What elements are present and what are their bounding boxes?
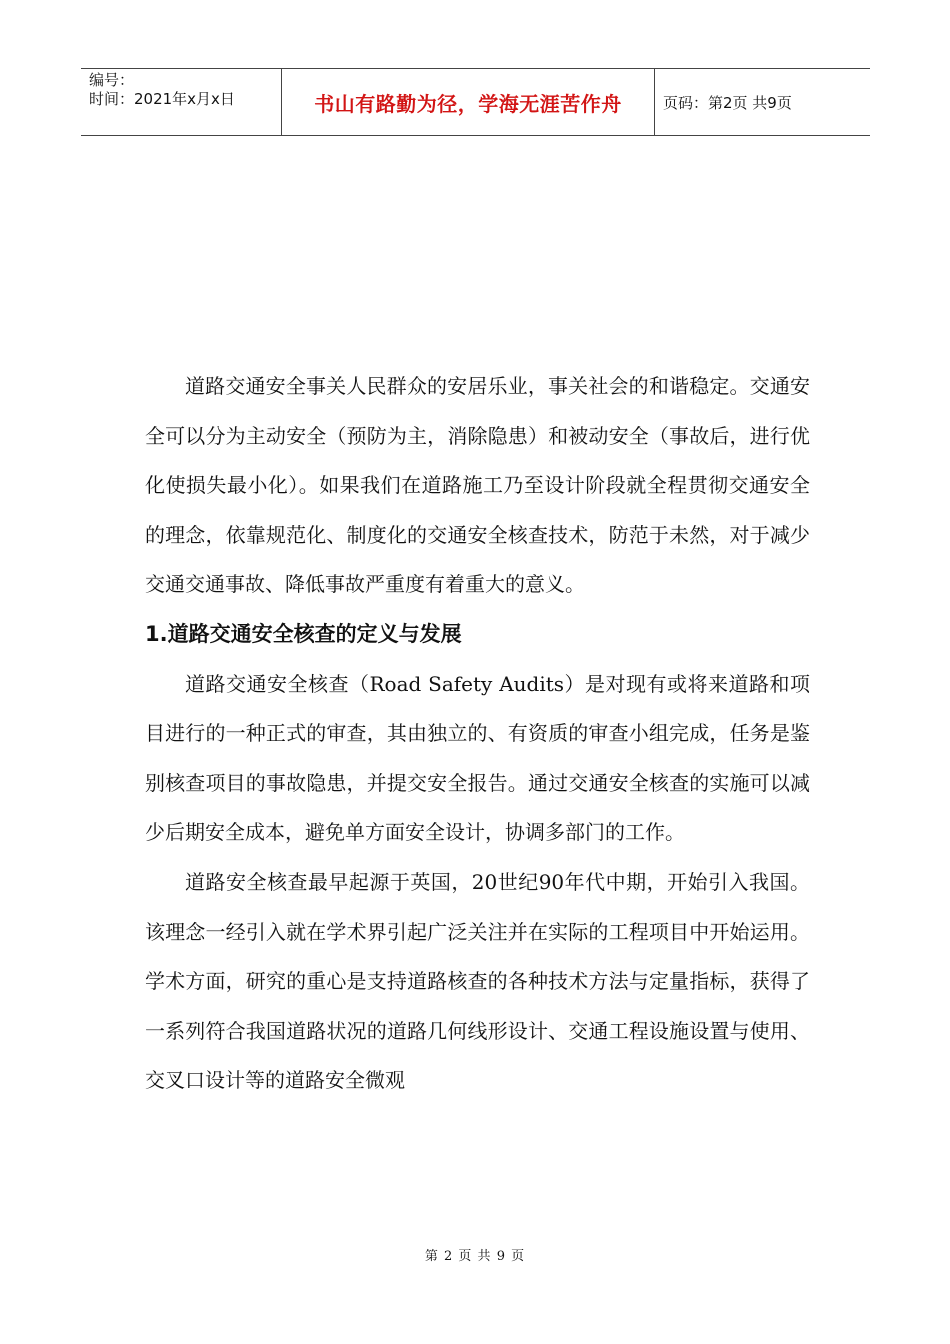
section-heading: 1.道路交通安全核查的定义与发展 (145, 621, 462, 646)
header-page-code (655, 69, 870, 135)
page-header (81, 68, 870, 136)
header-motto-cell (282, 69, 655, 135)
page-footer (0, 1245, 950, 1264)
document-body (145, 362, 810, 1106)
intro-paragraph: 道路交通安全事关人民群众的安居乐业，事关社会的和谐稳定。交通安全可以分为主动安全（预防为主，消除隐患）和被动安全（事故后，进行优化使损失最小化）。如果我们在道路施工乃至设计阶段就全程贯彻交通安全的理念，依靠规范化、制度化的交通安全核查技术，防范于未然，对于减少交通交通事故、降低事故严重度有着重大的意义。 (145, 374, 810, 597)
page-code-text: 页码：第2页 共9页 (663, 93, 792, 112)
section-paragraph: 道路安全核查最早起源于英国，20世纪90年代中期，开始引入我国。该理念一经引入就在学术界引起广泛关注并在实际的工程项目中开始运用。学术方面，研究的重心是支持道路核查的各种技术方法与定量指标，获得了一系列符合我国道路状况的道路几何线形设计、交通工程设施设置与使用、交叉口设计等的道路安全微观 (145, 869, 810, 1093)
time-label: 时间：2021年x月x日 (89, 90, 235, 108)
page-indicator: 第 2 页 共 9 页 (424, 1249, 526, 1264)
header-motto: 书山有路勤为径，学海无涯苦作舟 (314, 91, 622, 116)
header-meta (81, 69, 282, 135)
number-label: 编号： (89, 71, 135, 89)
section-paragraph: 道路交通安全核查（Road Safety Audits）是对现有或将来道路和项目进行的一种正式的审查，其由独立的、有资质的审查小组完成，任务是鉴别核查项目的事故隐患，并提交安全报告。通过交通安全核查的实施可以减少后期安全成本，避免单方面安全设计，协调多部门的工作。 (145, 671, 810, 845)
